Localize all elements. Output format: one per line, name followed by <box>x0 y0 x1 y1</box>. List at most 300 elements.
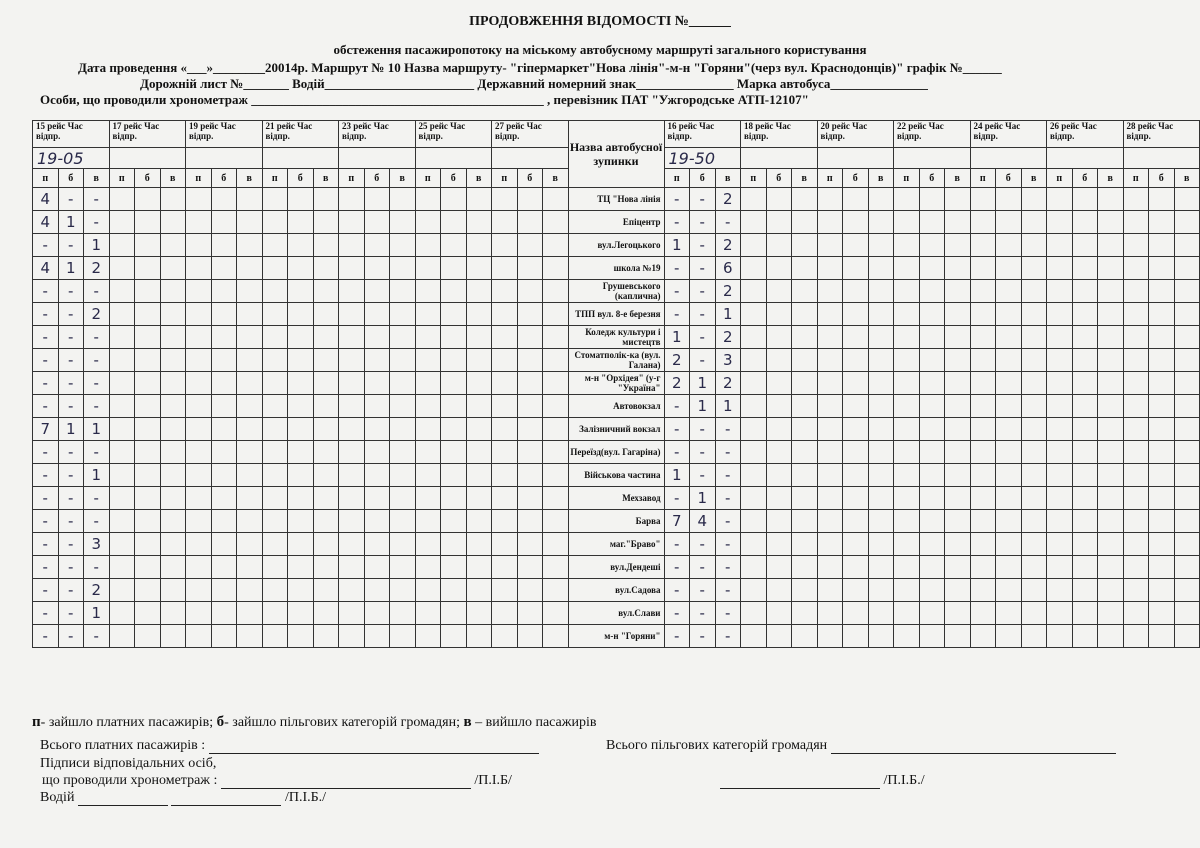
count-cell[interactable] <box>792 441 818 464</box>
count-cell[interactable] <box>262 211 288 234</box>
count-cell[interactable] <box>1149 418 1175 441</box>
count-cell[interactable] <box>543 464 569 487</box>
departure-time-cell[interactable] <box>339 148 416 169</box>
count-cell[interactable] <box>466 464 492 487</box>
count-cell[interactable] <box>492 349 518 372</box>
count-cell[interactable] <box>996 625 1022 648</box>
count-cell[interactable] <box>1174 579 1200 602</box>
count-cell[interactable] <box>109 395 135 418</box>
count-cell[interactable] <box>1021 395 1047 418</box>
count-cell[interactable] <box>817 533 843 556</box>
count-cell[interactable] <box>441 211 467 234</box>
count-cell[interactable] <box>1149 257 1175 280</box>
count-cell[interactable] <box>868 418 894 441</box>
count-cell[interactable] <box>135 418 161 441</box>
count-cell[interactable] <box>415 602 441 625</box>
count-cell[interactable] <box>492 418 518 441</box>
count-cell[interactable] <box>766 280 792 303</box>
departure-time-cell[interactable] <box>817 148 894 169</box>
count-cell[interactable]: 1 <box>690 395 716 418</box>
count-cell[interactable]: 4 <box>33 211 59 234</box>
count-cell[interactable] <box>1174 395 1200 418</box>
count-cell[interactable]: - <box>58 280 84 303</box>
count-cell[interactable] <box>843 303 869 326</box>
count-cell[interactable] <box>970 372 996 395</box>
count-cell[interactable] <box>415 326 441 349</box>
count-cell[interactable] <box>1174 188 1200 211</box>
count-cell[interactable] <box>262 418 288 441</box>
count-cell[interactable] <box>237 510 263 533</box>
count-cell[interactable] <box>1072 510 1098 533</box>
count-cell[interactable]: - <box>690 625 716 648</box>
count-cell[interactable] <box>237 211 263 234</box>
count-cell[interactable] <box>1123 349 1149 372</box>
count-cell[interactable] <box>441 579 467 602</box>
count-cell[interactable] <box>843 533 869 556</box>
count-cell[interactable] <box>160 326 186 349</box>
count-cell[interactable] <box>894 395 920 418</box>
count-cell[interactable]: - <box>690 441 716 464</box>
count-cell[interactable]: - <box>715 418 741 441</box>
count-cell[interactable] <box>262 257 288 280</box>
count-cell[interactable] <box>262 625 288 648</box>
count-cell[interactable] <box>996 188 1022 211</box>
count-cell[interactable]: - <box>84 556 110 579</box>
count-cell[interactable] <box>313 510 339 533</box>
count-cell[interactable] <box>466 625 492 648</box>
count-cell[interactable]: - <box>690 326 716 349</box>
count-cell[interactable] <box>492 625 518 648</box>
count-cell[interactable] <box>1174 510 1200 533</box>
count-cell[interactable] <box>441 349 467 372</box>
count-cell[interactable] <box>843 579 869 602</box>
count-cell[interactable] <box>288 556 314 579</box>
count-cell[interactable]: 3 <box>84 533 110 556</box>
count-cell[interactable] <box>766 625 792 648</box>
count-cell[interactable] <box>288 280 314 303</box>
count-cell[interactable]: - <box>715 510 741 533</box>
count-cell[interactable] <box>843 349 869 372</box>
count-cell[interactable] <box>1098 510 1124 533</box>
count-cell[interactable] <box>466 372 492 395</box>
count-cell[interactable] <box>466 602 492 625</box>
count-cell[interactable] <box>364 510 390 533</box>
count-cell[interactable]: - <box>690 257 716 280</box>
count-cell[interactable] <box>466 349 492 372</box>
count-cell[interactable] <box>1047 556 1073 579</box>
count-cell[interactable] <box>868 625 894 648</box>
count-cell[interactable] <box>135 211 161 234</box>
count-cell[interactable] <box>1123 303 1149 326</box>
count-cell[interactable] <box>313 280 339 303</box>
count-cell[interactable] <box>313 487 339 510</box>
count-cell[interactable] <box>766 188 792 211</box>
count-cell[interactable] <box>843 602 869 625</box>
count-cell[interactable] <box>415 533 441 556</box>
count-cell[interactable] <box>517 464 543 487</box>
count-cell[interactable] <box>970 349 996 372</box>
count-cell[interactable] <box>364 533 390 556</box>
count-cell[interactable] <box>792 625 818 648</box>
count-cell[interactable] <box>741 579 767 602</box>
count-cell[interactable] <box>868 211 894 234</box>
count-cell[interactable] <box>339 602 365 625</box>
count-cell[interactable] <box>1021 533 1047 556</box>
count-cell[interactable] <box>919 349 945 372</box>
count-cell[interactable] <box>792 257 818 280</box>
count-cell[interactable] <box>466 395 492 418</box>
count-cell[interactable] <box>135 188 161 211</box>
count-cell[interactable] <box>1149 349 1175 372</box>
count-cell[interactable] <box>970 234 996 257</box>
count-cell[interactable]: - <box>715 556 741 579</box>
count-cell[interactable] <box>894 579 920 602</box>
count-cell[interactable] <box>817 510 843 533</box>
count-cell[interactable] <box>364 257 390 280</box>
count-cell[interactable] <box>996 395 1022 418</box>
count-cell[interactable] <box>1047 464 1073 487</box>
count-cell[interactable] <box>186 372 212 395</box>
count-cell[interactable] <box>970 280 996 303</box>
count-cell[interactable] <box>441 234 467 257</box>
count-cell[interactable]: - <box>690 211 716 234</box>
count-cell[interactable] <box>970 188 996 211</box>
count-cell[interactable] <box>894 211 920 234</box>
count-cell[interactable] <box>364 303 390 326</box>
count-cell[interactable] <box>364 326 390 349</box>
count-cell[interactable] <box>945 188 971 211</box>
count-cell[interactable] <box>109 303 135 326</box>
count-cell[interactable] <box>1174 303 1200 326</box>
count-cell[interactable] <box>237 234 263 257</box>
count-cell[interactable] <box>868 533 894 556</box>
count-cell[interactable] <box>1098 280 1124 303</box>
count-cell[interactable]: 1 <box>84 234 110 257</box>
count-cell[interactable] <box>109 234 135 257</box>
count-cell[interactable] <box>109 602 135 625</box>
departure-time-cell[interactable] <box>492 148 569 169</box>
count-cell[interactable] <box>843 487 869 510</box>
count-cell[interactable] <box>390 303 416 326</box>
count-cell[interactable]: - <box>664 257 690 280</box>
count-cell[interactable] <box>945 418 971 441</box>
count-cell[interactable] <box>339 464 365 487</box>
count-cell[interactable] <box>1047 303 1073 326</box>
count-cell[interactable] <box>211 418 237 441</box>
count-cell[interactable] <box>919 188 945 211</box>
count-cell[interactable]: - <box>33 579 59 602</box>
count-cell[interactable] <box>1149 395 1175 418</box>
count-cell[interactable] <box>441 280 467 303</box>
count-cell[interactable] <box>415 349 441 372</box>
count-cell[interactable] <box>441 418 467 441</box>
count-cell[interactable] <box>135 625 161 648</box>
count-cell[interactable] <box>237 441 263 464</box>
count-cell[interactable] <box>741 533 767 556</box>
count-cell[interactable] <box>109 349 135 372</box>
count-cell[interactable]: 7 <box>664 510 690 533</box>
count-cell[interactable] <box>237 326 263 349</box>
count-cell[interactable] <box>466 533 492 556</box>
departure-time-cell[interactable] <box>415 148 492 169</box>
count-cell[interactable] <box>996 280 1022 303</box>
count-cell[interactable] <box>517 625 543 648</box>
count-cell[interactable] <box>919 257 945 280</box>
count-cell[interactable] <box>1047 234 1073 257</box>
count-cell[interactable]: - <box>690 533 716 556</box>
count-cell[interactable] <box>517 487 543 510</box>
count-cell[interactable] <box>1123 257 1149 280</box>
count-cell[interactable] <box>288 303 314 326</box>
count-cell[interactable]: - <box>664 395 690 418</box>
count-cell[interactable]: - <box>58 556 84 579</box>
count-cell[interactable] <box>517 257 543 280</box>
count-cell[interactable] <box>109 418 135 441</box>
count-cell[interactable] <box>517 234 543 257</box>
count-cell[interactable] <box>970 326 996 349</box>
count-cell[interactable] <box>390 188 416 211</box>
count-cell[interactable] <box>517 280 543 303</box>
count-cell[interactable]: - <box>58 464 84 487</box>
count-cell[interactable] <box>945 395 971 418</box>
count-cell[interactable] <box>919 556 945 579</box>
count-cell[interactable] <box>1072 533 1098 556</box>
count-cell[interactable] <box>339 533 365 556</box>
count-cell[interactable] <box>288 326 314 349</box>
count-cell[interactable] <box>339 280 365 303</box>
count-cell[interactable] <box>160 556 186 579</box>
count-cell[interactable] <box>160 303 186 326</box>
count-cell[interactable] <box>492 211 518 234</box>
count-cell[interactable] <box>1149 602 1175 625</box>
count-cell[interactable] <box>792 234 818 257</box>
count-cell[interactable] <box>894 257 920 280</box>
count-cell[interactable] <box>262 234 288 257</box>
count-cell[interactable] <box>1072 326 1098 349</box>
count-cell[interactable]: - <box>84 349 110 372</box>
count-cell[interactable] <box>390 234 416 257</box>
count-cell[interactable]: - <box>33 556 59 579</box>
count-cell[interactable] <box>160 533 186 556</box>
count-cell[interactable] <box>415 234 441 257</box>
count-cell[interactable] <box>894 533 920 556</box>
count-cell[interactable] <box>517 395 543 418</box>
count-cell[interactable] <box>741 510 767 533</box>
departure-time-cell[interactable] <box>894 148 971 169</box>
count-cell[interactable] <box>415 303 441 326</box>
count-cell[interactable] <box>894 441 920 464</box>
count-cell[interactable] <box>109 372 135 395</box>
count-cell[interactable] <box>135 441 161 464</box>
count-cell[interactable] <box>109 211 135 234</box>
count-cell[interactable] <box>817 487 843 510</box>
count-cell[interactable] <box>109 464 135 487</box>
count-cell[interactable] <box>135 257 161 280</box>
count-cell[interactable] <box>919 326 945 349</box>
count-cell[interactable] <box>135 510 161 533</box>
count-cell[interactable] <box>211 280 237 303</box>
count-cell[interactable] <box>945 441 971 464</box>
count-cell[interactable] <box>364 395 390 418</box>
count-cell[interactable] <box>868 602 894 625</box>
count-cell[interactable] <box>1123 556 1149 579</box>
count-cell[interactable] <box>262 487 288 510</box>
count-cell[interactable]: - <box>664 441 690 464</box>
count-cell[interactable] <box>211 211 237 234</box>
count-cell[interactable] <box>919 211 945 234</box>
count-cell[interactable] <box>741 418 767 441</box>
count-cell[interactable] <box>996 579 1022 602</box>
count-cell[interactable] <box>543 326 569 349</box>
count-cell[interactable]: - <box>664 556 690 579</box>
count-cell[interactable] <box>1021 234 1047 257</box>
count-cell[interactable]: 1 <box>84 418 110 441</box>
count-cell[interactable] <box>1149 234 1175 257</box>
count-cell[interactable] <box>868 303 894 326</box>
count-cell[interactable] <box>288 464 314 487</box>
count-cell[interactable] <box>109 326 135 349</box>
count-cell[interactable] <box>135 395 161 418</box>
count-cell[interactable] <box>441 188 467 211</box>
count-cell[interactable]: 2 <box>84 257 110 280</box>
count-cell[interactable] <box>543 372 569 395</box>
count-cell[interactable] <box>1047 372 1073 395</box>
count-cell[interactable] <box>1174 418 1200 441</box>
count-cell[interactable]: - <box>664 303 690 326</box>
count-cell[interactable] <box>1098 349 1124 372</box>
count-cell[interactable] <box>970 395 996 418</box>
count-cell[interactable] <box>766 418 792 441</box>
count-cell[interactable] <box>211 602 237 625</box>
count-cell[interactable] <box>237 395 263 418</box>
count-cell[interactable] <box>109 625 135 648</box>
count-cell[interactable] <box>466 510 492 533</box>
count-cell[interactable] <box>135 602 161 625</box>
count-cell[interactable] <box>817 464 843 487</box>
count-cell[interactable] <box>211 326 237 349</box>
count-cell[interactable] <box>1047 280 1073 303</box>
count-cell[interactable] <box>543 349 569 372</box>
count-cell[interactable]: - <box>715 625 741 648</box>
count-cell[interactable]: 7 <box>33 418 59 441</box>
count-cell[interactable] <box>894 372 920 395</box>
count-cell[interactable] <box>186 487 212 510</box>
count-cell[interactable] <box>766 257 792 280</box>
count-cell[interactable]: - <box>690 464 716 487</box>
count-cell[interactable] <box>792 326 818 349</box>
count-cell[interactable] <box>1072 487 1098 510</box>
count-cell[interactable] <box>894 188 920 211</box>
count-cell[interactable]: - <box>33 602 59 625</box>
count-cell[interactable]: - <box>58 372 84 395</box>
count-cell[interactable] <box>543 234 569 257</box>
count-cell[interactable]: - <box>690 579 716 602</box>
count-cell[interactable] <box>339 303 365 326</box>
count-cell[interactable] <box>996 349 1022 372</box>
count-cell[interactable]: 2 <box>715 188 741 211</box>
count-cell[interactable] <box>817 349 843 372</box>
count-cell[interactable] <box>894 234 920 257</box>
count-cell[interactable] <box>945 579 971 602</box>
count-cell[interactable] <box>262 188 288 211</box>
count-cell[interactable] <box>517 303 543 326</box>
count-cell[interactable] <box>1047 211 1073 234</box>
count-cell[interactable] <box>1047 326 1073 349</box>
count-cell[interactable]: - <box>33 487 59 510</box>
count-cell[interactable] <box>313 349 339 372</box>
departure-time-cell[interactable] <box>741 148 818 169</box>
count-cell[interactable] <box>186 533 212 556</box>
count-cell[interactable]: - <box>58 533 84 556</box>
count-cell[interactable] <box>441 372 467 395</box>
count-cell[interactable] <box>390 349 416 372</box>
count-cell[interactable] <box>262 372 288 395</box>
count-cell[interactable] <box>211 234 237 257</box>
count-cell[interactable] <box>1149 556 1175 579</box>
count-cell[interactable] <box>313 418 339 441</box>
count-cell[interactable]: - <box>33 625 59 648</box>
count-cell[interactable] <box>109 487 135 510</box>
count-cell[interactable] <box>288 349 314 372</box>
count-cell[interactable] <box>1072 303 1098 326</box>
count-cell[interactable] <box>868 395 894 418</box>
count-cell[interactable] <box>313 579 339 602</box>
count-cell[interactable] <box>339 372 365 395</box>
count-cell[interactable] <box>339 487 365 510</box>
count-cell[interactable] <box>211 579 237 602</box>
count-cell[interactable]: - <box>715 579 741 602</box>
count-cell[interactable] <box>766 602 792 625</box>
count-cell[interactable] <box>517 372 543 395</box>
departure-time-cell[interactable] <box>186 148 263 169</box>
count-cell[interactable] <box>894 625 920 648</box>
count-cell[interactable] <box>741 349 767 372</box>
count-cell[interactable] <box>996 303 1022 326</box>
count-cell[interactable] <box>211 625 237 648</box>
count-cell[interactable] <box>919 625 945 648</box>
count-cell[interactable] <box>1098 303 1124 326</box>
count-cell[interactable] <box>135 326 161 349</box>
count-cell[interactable] <box>894 349 920 372</box>
count-cell[interactable] <box>313 326 339 349</box>
count-cell[interactable] <box>313 188 339 211</box>
count-cell[interactable] <box>313 441 339 464</box>
count-cell[interactable] <box>415 487 441 510</box>
count-cell[interactable]: 2 <box>715 234 741 257</box>
count-cell[interactable] <box>843 510 869 533</box>
count-cell[interactable] <box>313 234 339 257</box>
count-cell[interactable] <box>1098 441 1124 464</box>
count-cell[interactable] <box>237 280 263 303</box>
count-cell[interactable] <box>237 579 263 602</box>
count-cell[interactable]: - <box>84 395 110 418</box>
count-cell[interactable] <box>237 556 263 579</box>
count-cell[interactable] <box>135 579 161 602</box>
count-cell[interactable]: 1 <box>664 234 690 257</box>
count-cell[interactable]: - <box>58 188 84 211</box>
count-cell[interactable]: - <box>58 303 84 326</box>
count-cell[interactable] <box>390 372 416 395</box>
count-cell[interactable] <box>894 280 920 303</box>
count-cell[interactable] <box>492 441 518 464</box>
count-cell[interactable] <box>1072 464 1098 487</box>
count-cell[interactable] <box>313 395 339 418</box>
count-cell[interactable] <box>843 326 869 349</box>
count-cell[interactable] <box>160 625 186 648</box>
count-cell[interactable]: 2 <box>664 372 690 395</box>
count-cell[interactable]: - <box>690 602 716 625</box>
count-cell[interactable] <box>415 464 441 487</box>
